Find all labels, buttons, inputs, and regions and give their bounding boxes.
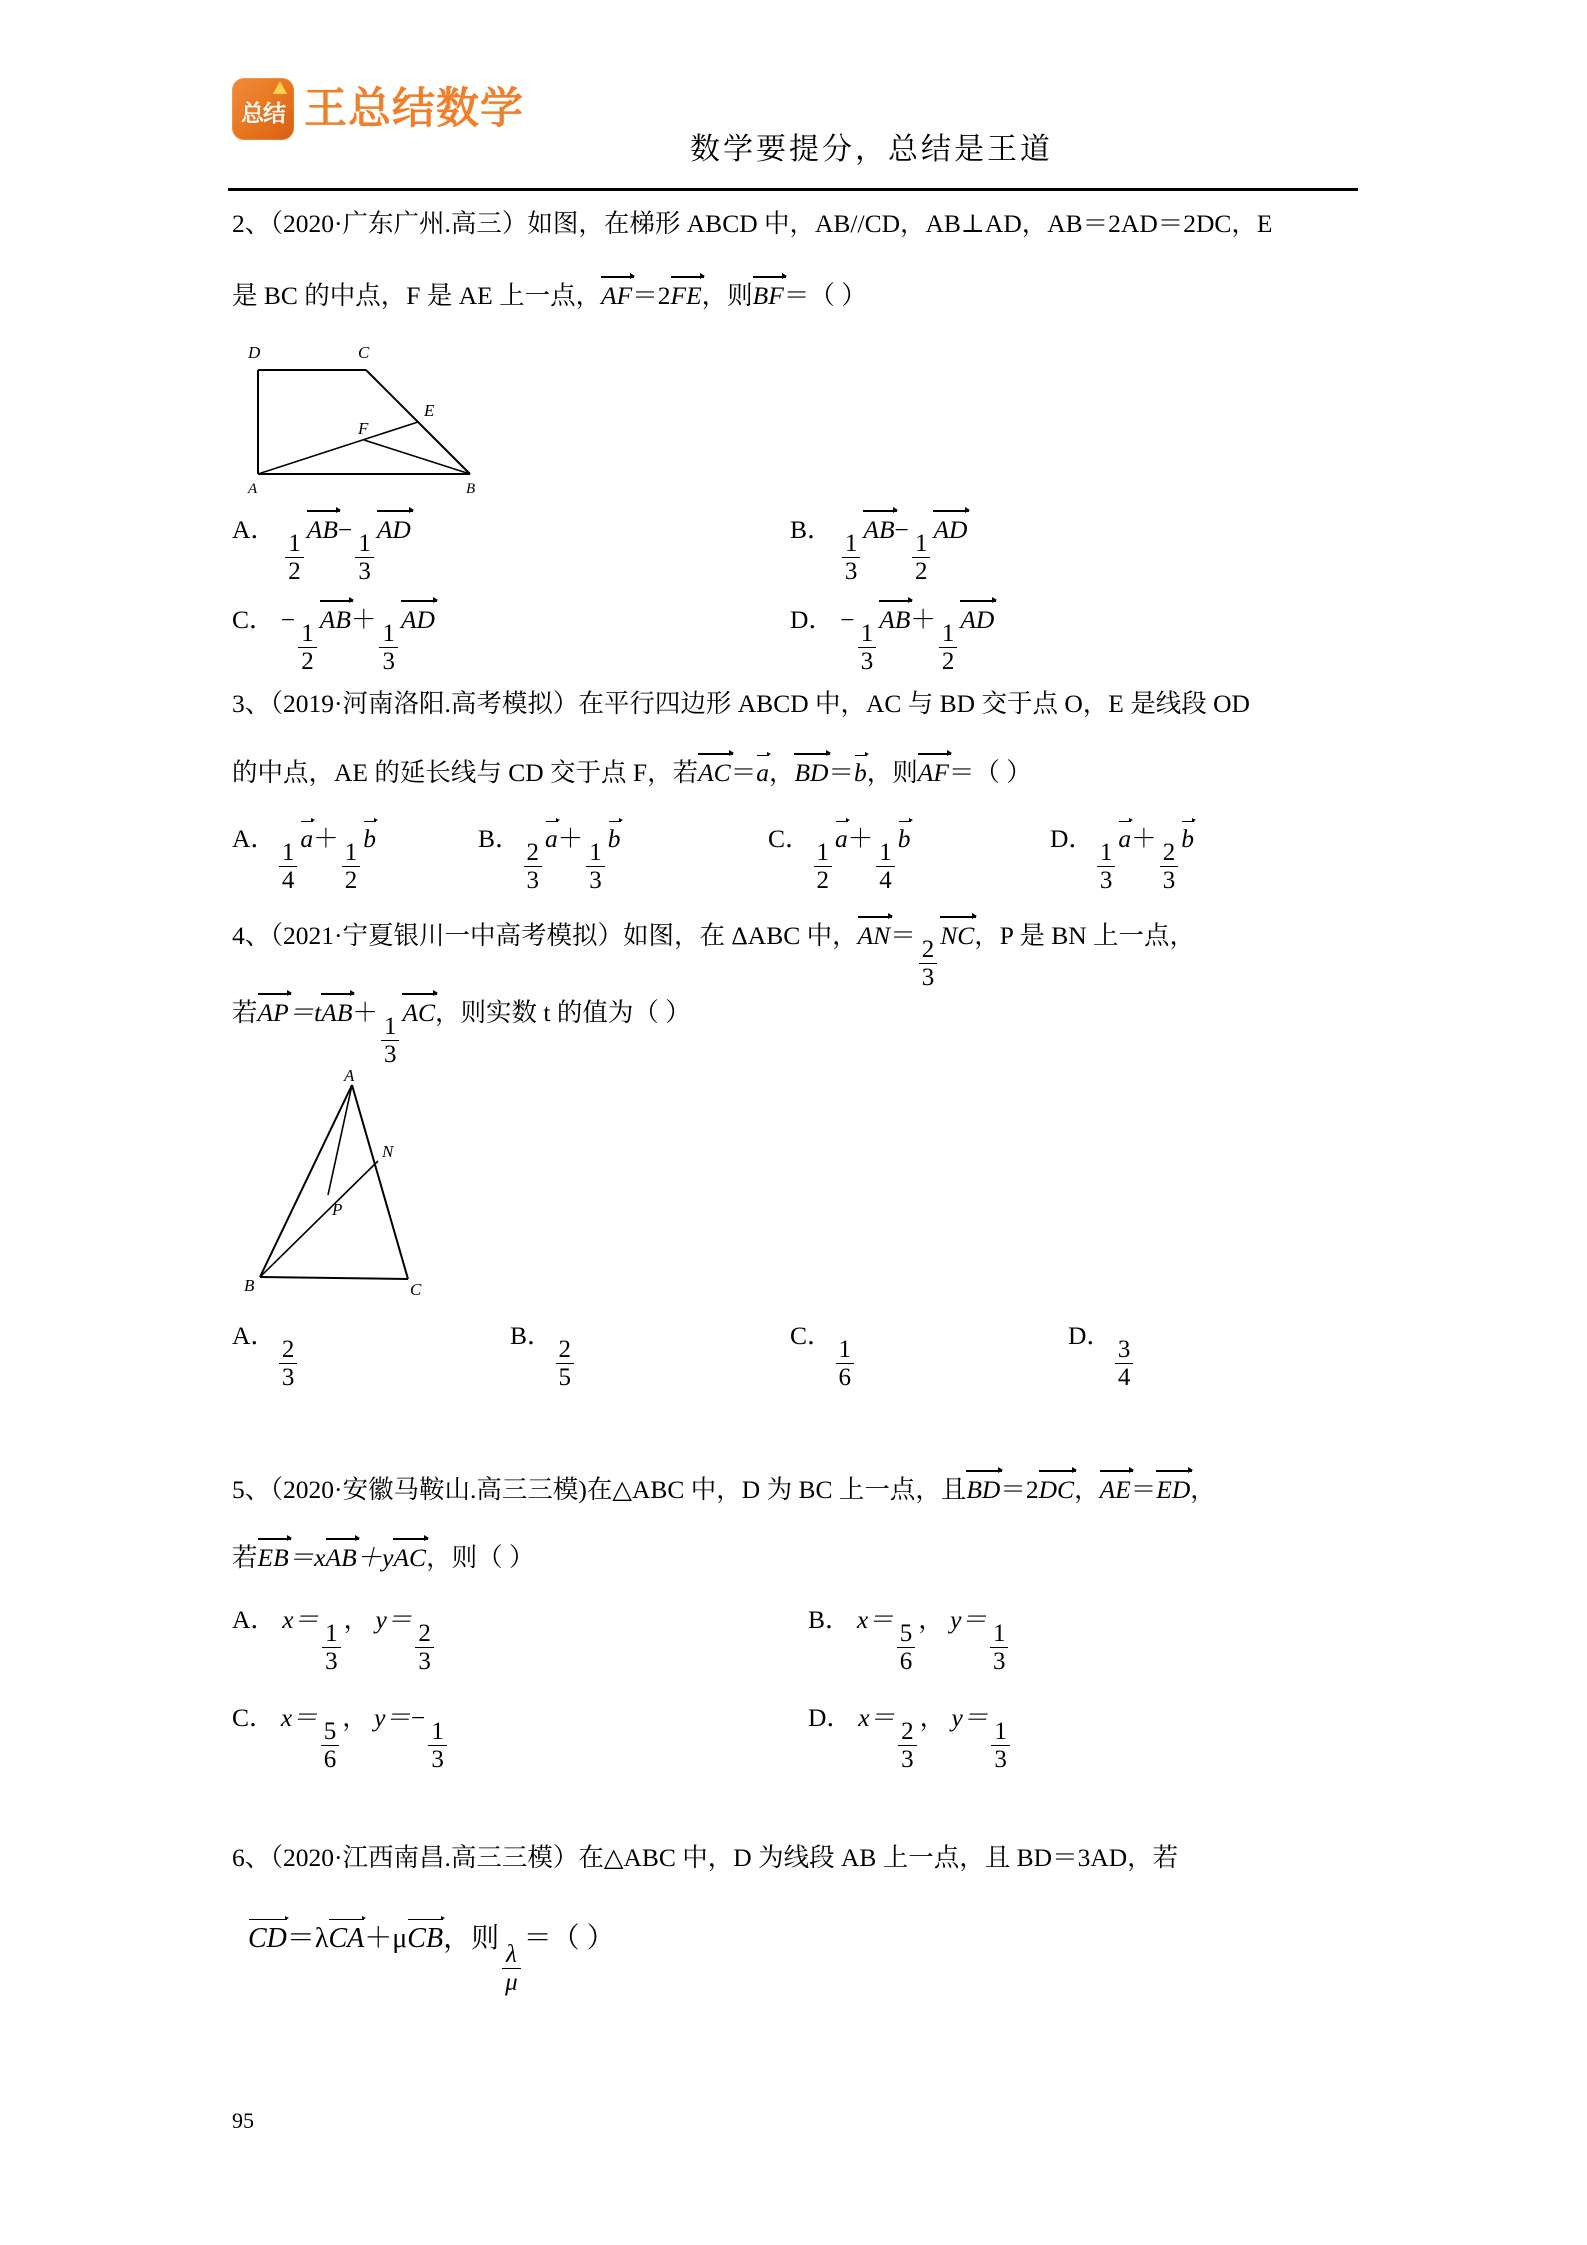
logo-badge-icon: [232, 78, 294, 140]
q2-option-a-frac2: $\frac{1}{3}$: [355, 531, 374, 584]
q4-figure-triangle: [240, 1065, 480, 1310]
brand-logo: [232, 78, 524, 140]
q5-option-d-xfrac: $\frac{2}{3}$: [898, 1719, 917, 1772]
q4-line2-pre: 若: [232, 998, 258, 1027]
q5-option-c[interactable]: C． x＝ $\frac{5}{6}$ ， y＝− $\frac{1}{3}$: [232, 1702, 450, 1772]
q3-option-b-letter: B．: [478, 824, 521, 853]
q2-option-b-letter: B．: [790, 515, 833, 544]
q5-line2: [232, 1540, 534, 1574]
q2-line2-post: ，则: [701, 281, 753, 310]
q3-eq1: ＝: [730, 758, 757, 787]
q5-vector-dc: DC: [1039, 1472, 1074, 1506]
q5-vector-bd: BD: [966, 1472, 1000, 1506]
q2-option-a-vec2: AD: [377, 512, 411, 546]
q2-line2: [232, 278, 867, 312]
q6-line2-eq: ＝λ: [286, 1923, 329, 1954]
q4-line2: [232, 995, 691, 1067]
q2-source: （2020·广东广州.高三）: [270, 209, 528, 238]
q6-source: （2020·江西南昌.高三三模）: [270, 1843, 579, 1872]
q5-line2-tail: ，则（ ）: [426, 1543, 535, 1572]
q3-option-b-vec1: a: [545, 824, 558, 853]
q5-source: （2020·安徽马鞍山.高三三模): [270, 1475, 587, 1504]
q5-option-c-xfrac: $\frac{5}{6}$: [321, 1719, 340, 1772]
q2-option-b-frac1: $\frac{1}{3}$: [842, 531, 861, 584]
q2-figure-svg: [238, 338, 508, 498]
q3-option-d-vec2: b: [1181, 824, 1194, 853]
q3-eq2: ＝: [828, 758, 854, 787]
q5-option-a-yfrac: $\frac{2}{3}$: [415, 1621, 434, 1674]
svg-text:D: D: [248, 343, 261, 362]
svg-text:F: F: [358, 419, 369, 438]
q5-option-a[interactable]: A． x＝ $\frac{1}{3}$ ， y＝ $\frac{2}{3}$: [232, 1604, 437, 1674]
q2-vector-af: AF: [601, 278, 632, 312]
q2-option-c-vec1: AB: [320, 602, 351, 636]
q3-option-c[interactable]: [768, 822, 911, 893]
q5-vector-ae: AE: [1100, 1472, 1131, 1506]
q5-option-b-yfrac: $\frac{1}{3}$: [990, 1621, 1009, 1674]
q5-vector-ed: ED: [1156, 1472, 1190, 1506]
q3-source: （2019·河南洛阳.高考模拟）: [270, 689, 579, 718]
q3-line2-post: ，则: [866, 758, 918, 787]
logo-badge-text: 总结: [241, 100, 285, 127]
q5-option-c-letter: C．: [232, 1703, 275, 1732]
q3-vector-b: b: [854, 758, 867, 787]
q2-option-d-sign: −: [840, 605, 855, 634]
q3-option-b-op: ＋: [557, 824, 584, 853]
q5-option-b-x: x＝: [856, 1605, 894, 1634]
q2-vector-bf: BF: [753, 278, 784, 312]
q5-option-a-xfrac: $\frac{1}{3}$: [322, 1621, 341, 1674]
q3-number: 3、: [232, 689, 271, 718]
svg-text:P: P: [332, 1200, 343, 1219]
q4-option-d-frac: $\frac{3}{4}$: [1115, 1337, 1134, 1390]
q5-eq2: ＝: [1130, 1475, 1157, 1504]
svg-text:N: N: [382, 1142, 394, 1161]
q4-option-d[interactable]: [1068, 1320, 1136, 1390]
svg-text:B: B: [466, 481, 476, 497]
q4-eq: ＝: [890, 921, 916, 950]
q5-option-d-letter: D．: [808, 1703, 852, 1732]
q4-vector-ac: AC: [402, 995, 435, 1029]
q5-line1-tail: ，: [1190, 1475, 1216, 1504]
q4-option-a[interactable]: [232, 1320, 300, 1390]
q3-sep: ，: [768, 758, 795, 787]
q6-ratio-frac: $\frac{\lambda}{\mu}$: [502, 1942, 521, 1995]
q4-line1-tail: ，P 是 BN 上一点，: [974, 921, 1196, 950]
svg-text:B: B: [244, 1276, 255, 1295]
q3-option-d-frac2: $\frac{2}{3}$: [1160, 840, 1179, 893]
q3-line2-pre: 的中点，AE 的延长线与 CD 交于点 F，若: [232, 758, 699, 787]
q3-option-c-vec1: a: [835, 824, 848, 853]
q4-vector-an: AN: [858, 918, 891, 952]
q2-figure-trapezoid: [238, 338, 508, 503]
q3-option-d-vec1: a: [1118, 824, 1132, 853]
q2-option-b-vec2: AD: [933, 512, 967, 546]
q3-vector-ac: AC: [698, 755, 731, 789]
q5-option-d-yfrac: $\frac{1}{3}$: [991, 1719, 1010, 1772]
q3-option-a-vec1: a: [300, 824, 314, 853]
q2-option-d-vec2: AD: [960, 602, 994, 636]
q5-eq1: ＝2: [1000, 1475, 1039, 1504]
q5-option-a-letter: A．: [232, 1605, 276, 1634]
q6-vector-ca: CA: [328, 1920, 364, 1956]
q5-line2-op: ＋y: [356, 1543, 394, 1572]
q2-option-d-letter: D．: [790, 605, 834, 634]
brand-name: 王总结数学: [304, 83, 524, 134]
q3-vector-a: a: [756, 758, 769, 787]
q2-option-c-frac1: $\frac{1}{2}$: [298, 621, 317, 674]
q3-option-c-letter: C．: [768, 824, 811, 853]
q5-option-b-letter: B．: [808, 1605, 851, 1634]
q5-sep: ，: [1074, 1475, 1100, 1504]
q3-option-a-frac2: $\frac{1}{2}$: [342, 840, 361, 893]
brand-tagline: 数学要提分，总结是王道: [690, 133, 1053, 166]
q3-option-d-frac1: $\frac{1}{3}$: [1097, 840, 1116, 893]
q5-vector-eb: EB: [258, 1540, 289, 1574]
q3-option-d[interactable]: [1050, 822, 1194, 893]
q4-vector-nc: NC: [940, 918, 974, 952]
header-divider: [228, 188, 1358, 191]
q5-option-d-y: y＝: [951, 1703, 989, 1732]
q2-option-d-vec1: AB: [879, 602, 910, 636]
q5-option-c-ysign: −: [410, 1703, 426, 1732]
q2-option-b-op: −: [894, 515, 909, 544]
q4-line2-frac: $\frac{1}{3}$: [381, 1014, 400, 1067]
q5-vector-ac: AC: [393, 1540, 426, 1574]
q2-option-c-op: ＋: [350, 605, 377, 634]
q2-option-c[interactable]: [232, 602, 435, 674]
q5-number: 5、: [232, 1475, 271, 1504]
q3-option-d-letter: D．: [1050, 824, 1094, 853]
q4-option-a-letter: A．: [232, 1321, 276, 1350]
page-number: 95: [232, 2108, 254, 2133]
q3-line2: [232, 755, 1032, 789]
q6-line2-tail: ＝（ ）: [523, 1923, 615, 1954]
svg-text:A: A: [248, 481, 258, 497]
q3-option-c-op: ＋: [847, 824, 874, 853]
q2-line1: [232, 208, 1273, 240]
q3-line1: [232, 688, 1250, 720]
q2-option-d-frac1: $\frac{1}{3}$: [858, 621, 877, 674]
q5-option-a-x: x＝: [282, 1605, 320, 1634]
q3-option-a-letter: A．: [232, 824, 276, 853]
q5-line2-eq: ＝x: [288, 1543, 326, 1572]
q4-line2-tail: ，则实数 t 的值为（ ）: [435, 998, 691, 1027]
q3-vector-af: AF: [918, 755, 949, 789]
q3-line2-tail: ＝（ ）: [948, 758, 1032, 787]
svg-text:A: A: [344, 1066, 355, 1085]
q2-option-d[interactable]: [790, 602, 994, 674]
q5-line1: [232, 1472, 1216, 1506]
q3-option-b-vec2: b: [607, 824, 621, 853]
q4-vector-ab: AB: [321, 995, 352, 1029]
q4-option-a-frac: $\frac{2}{3}$: [279, 1337, 298, 1390]
q4-option-b[interactable]: [510, 1320, 577, 1390]
q3-text: 在平行四边形 ABCD 中，AC 与 BD 交于点 O，E 是线段 OD: [578, 689, 1250, 718]
q3-option-c-vec2: b: [897, 824, 911, 853]
q3-option-b-frac2: $\frac{1}{3}$: [586, 840, 605, 893]
q4-text: 如图，在 ΔABC 中，: [623, 921, 858, 950]
q6-line1: [232, 1842, 1178, 1874]
q2-option-a[interactable]: [232, 512, 411, 584]
q4-option-c[interactable]: [790, 1320, 857, 1390]
q2-option-c-vec2: AD: [401, 602, 435, 636]
q4-line2-op: ＋: [352, 998, 378, 1027]
q2-option-a-frac1: $\frac{1}{2}$: [285, 531, 304, 584]
q2-eq-mid: ＝2: [632, 281, 671, 310]
q3-option-a-frac1: $\frac{1}{4}$: [279, 840, 298, 893]
q6-vector-cb: CB: [407, 1920, 443, 1956]
crown-icon: [273, 81, 287, 94]
q2-number: 2、: [232, 209, 271, 238]
q6-line2: [248, 1920, 615, 1995]
q2-option-c-sign: −: [280, 605, 296, 634]
q2-option-c-letter: C．: [232, 605, 275, 634]
q4-frac: $\frac{2}{3}$: [919, 937, 938, 990]
q3-option-c-frac2: $\frac{1}{4}$: [876, 840, 895, 893]
q5-option-c-y: y＝: [374, 1703, 411, 1732]
q3-option-b[interactable]: [478, 822, 621, 893]
q5-option-d-x: x＝: [858, 1703, 896, 1732]
q6-number: 6、: [232, 1843, 271, 1872]
q4-option-c-frac: $\frac{1}{6}$: [836, 1337, 855, 1390]
q2-option-d-op: ＋: [910, 605, 936, 634]
q5-option-c-x: x＝: [280, 1703, 318, 1732]
q3-option-b-frac1: $\frac{2}{3}$: [524, 840, 543, 893]
q5-option-c-yfrac: $\frac{1}{3}$: [428, 1719, 447, 1772]
q3-option-d-op: ＋: [1131, 824, 1157, 853]
page-header: [0, 0, 1587, 190]
q6-vector-cd: CD: [248, 1920, 287, 1956]
q4-number: 4、: [232, 921, 271, 950]
q3-option-a-op: ＋: [313, 824, 339, 853]
q2-option-a-letter: A．: [232, 515, 276, 544]
svg-text:C: C: [410, 1280, 422, 1299]
q2-option-b[interactable]: [790, 512, 967, 584]
q5-line2-pre: 若: [232, 1543, 258, 1572]
q5-option-b-xfrac: $\frac{5}{6}$: [897, 1621, 916, 1674]
q2-option-b-frac2: $\frac{1}{2}$: [912, 531, 931, 584]
q2-text: 如图，在梯形 ABCD 中，AB//CD，AB⊥AD，AB＝2AD＝2DC，E: [527, 209, 1273, 238]
svg-text:C: C: [358, 343, 370, 362]
q2-option-a-vec1: AB: [307, 512, 338, 546]
q4-vector-ap: AP: [258, 995, 289, 1029]
q3-option-c-frac1: $\frac{1}{2}$: [814, 840, 833, 893]
q4-figure-svg: [240, 1065, 480, 1305]
q3-vector-bd: BD: [794, 755, 828, 789]
q3-option-a[interactable]: [232, 822, 376, 893]
q4-line1: [232, 918, 1195, 990]
q3-option-a-vec2: b: [363, 824, 376, 853]
q2-line2-pre: 是 BC 的中点，F 是 AE 上一点，: [232, 281, 602, 310]
q6-line2-op: ＋μ: [364, 1923, 408, 1954]
q4-option-b-frac: $\frac{2}{5}$: [556, 1337, 575, 1390]
q2-vector-fe: FE: [671, 278, 702, 312]
q5-option-b-y: y＝: [950, 1605, 987, 1634]
q5-text: 在△ABC 中，D 为 BC 上一点，且: [586, 1475, 967, 1504]
q6-text: 在△ABC 中，D 为线段 AB 上一点，且 BD＝3AD，若: [578, 1843, 1179, 1872]
q2-option-a-op: −: [337, 515, 353, 544]
q2-option-b-vec1: AB: [863, 512, 894, 546]
q4-source: （2021·宁夏银川一中高考模拟）: [270, 921, 624, 950]
q4-option-d-letter: D．: [1068, 1321, 1112, 1350]
q5-option-d[interactable]: D． x＝ $\frac{2}{3}$ ， y＝ $\frac{1}{3}$: [808, 1702, 1013, 1772]
q4-option-b-letter: B．: [510, 1321, 553, 1350]
q2-option-c-frac2: $\frac{1}{3}$: [379, 621, 398, 674]
q5-option-b[interactable]: B． x＝ $\frac{5}{6}$ ， y＝ $\frac{1}{3}$: [808, 1604, 1011, 1674]
q2-line2-tail: ＝（ ）: [783, 281, 867, 310]
q6-line2-post: ，则: [443, 1923, 500, 1954]
svg-text:E: E: [424, 401, 435, 420]
q5-vector-ab: AB: [326, 1540, 357, 1574]
q5-option-a-y: y＝: [375, 1605, 413, 1634]
q4-line2-eq: ＝t: [288, 998, 322, 1027]
q2-option-d-frac2: $\frac{1}{2}$: [939, 621, 958, 674]
q4-option-c-letter: C．: [790, 1321, 833, 1350]
